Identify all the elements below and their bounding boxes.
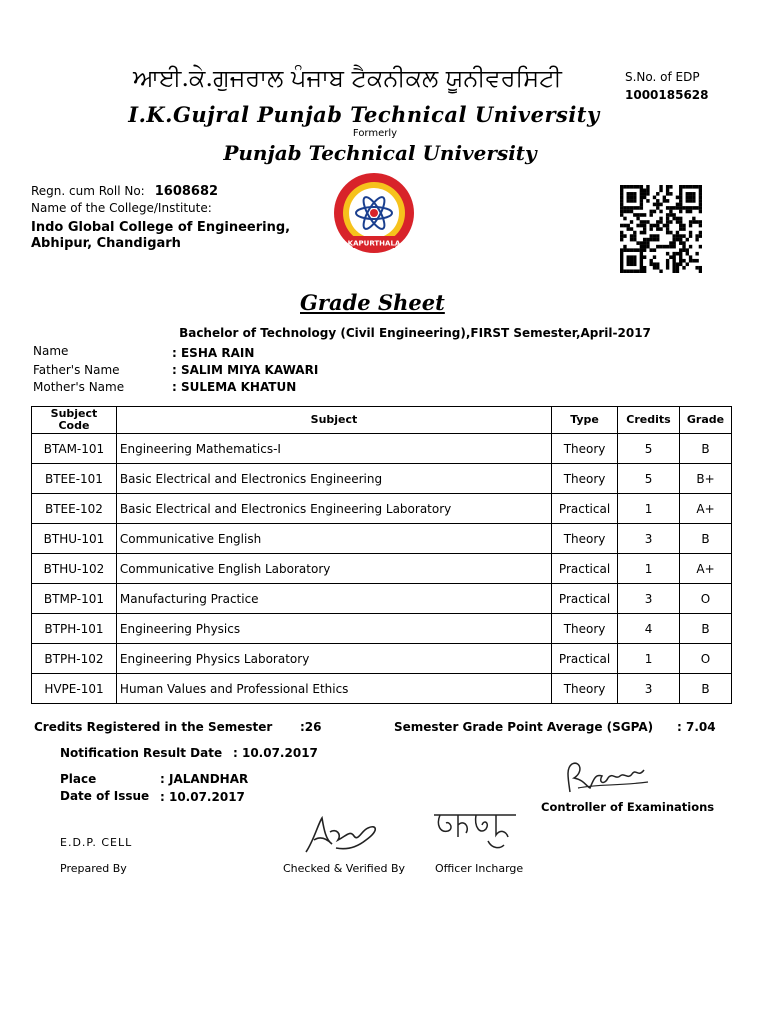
cell-type: Practical bbox=[552, 494, 618, 524]
sno-value: 1000185628 bbox=[625, 88, 709, 102]
college-line-2: Abhipur, Chandigarh bbox=[31, 236, 181, 251]
university-name: I.K.Gujral Punjab Technical University bbox=[128, 102, 600, 127]
cell-subject: Manufacturing Practice bbox=[116, 584, 551, 614]
cell-type: Practical bbox=[552, 644, 618, 674]
notification-value: : 10.07.2017 bbox=[233, 746, 318, 760]
cell-subject: Communicative English Laboratory bbox=[116, 554, 551, 584]
header-subject: Subject bbox=[116, 407, 551, 434]
cell-type: Practical bbox=[552, 554, 618, 584]
regn-row bbox=[31, 184, 218, 199]
cell-type: Theory bbox=[552, 614, 618, 644]
controller-label: Controller of Examinations bbox=[541, 800, 715, 814]
cell-credits: 4 bbox=[618, 614, 680, 644]
cell-credits: 1 bbox=[618, 554, 680, 584]
cell-code: BTHU-102 bbox=[32, 554, 117, 584]
cell-credits: 5 bbox=[618, 434, 680, 464]
cell-grade: B+ bbox=[680, 464, 732, 494]
name-label: Name bbox=[33, 344, 69, 358]
table-row bbox=[32, 494, 732, 524]
qr-code-icon bbox=[620, 185, 702, 273]
cell-code: BTPH-101 bbox=[32, 614, 117, 644]
table-row bbox=[32, 524, 732, 554]
cell-code: BTMP-101 bbox=[32, 584, 117, 614]
cell-type: Theory bbox=[552, 434, 618, 464]
credits-registered-label: Credits Registered in the Semester bbox=[34, 720, 273, 734]
regn-label: Regn. cum Roll No: bbox=[31, 184, 145, 198]
table-row bbox=[32, 584, 732, 614]
mother-label: Mother's Name bbox=[33, 380, 125, 394]
name-value: : ESHA RAIN bbox=[172, 346, 255, 360]
cell-type: Practical bbox=[552, 584, 618, 614]
checked-by-signature-icon bbox=[296, 810, 386, 860]
cell-grade: O bbox=[680, 584, 732, 614]
cell-code: BTEE-102 bbox=[32, 494, 117, 524]
cell-type: Theory bbox=[552, 524, 618, 554]
formerly-label: Formerly bbox=[352, 128, 398, 139]
logo-text: KAPURTHALA bbox=[347, 239, 401, 248]
cell-subject: Human Values and Professional Ethics bbox=[116, 674, 551, 704]
cell-grade: B bbox=[680, 614, 732, 644]
place-value: : JALANDHAR bbox=[160, 772, 249, 786]
issue-label: Date of Issue bbox=[60, 789, 150, 803]
cell-type: Theory bbox=[552, 674, 618, 704]
officer-signature-icon bbox=[430, 805, 520, 855]
sgpa-value: : 7.04 bbox=[677, 720, 716, 734]
sgpa-label: Semester Grade Point Average (SGPA) bbox=[394, 720, 654, 734]
cell-subject: Engineering Physics bbox=[116, 614, 551, 644]
cell-credits: 3 bbox=[618, 524, 680, 554]
cell-credits: 5 bbox=[618, 464, 680, 494]
sno-label: S.No. of EDP bbox=[625, 70, 700, 84]
cell-grade: B bbox=[680, 434, 732, 464]
grades-table bbox=[31, 406, 732, 704]
cell-credits: 3 bbox=[618, 674, 680, 704]
cell-code: BTHU-101 bbox=[32, 524, 117, 554]
header-subject-code: Subject Code bbox=[32, 407, 117, 434]
cell-subject: Engineering Mathematics-I bbox=[116, 434, 551, 464]
prepared-by-label: Prepared By bbox=[60, 862, 127, 875]
cell-type: Theory bbox=[552, 464, 618, 494]
university-name-punjabi: ਆਈ.ਕੇ.ਗੁਜਰਾਲ ਪੰਜਾਬ ਟੈਕਨੀਕਲ ਯੂਨੀਵਰਸਿਟੀ bbox=[133, 64, 562, 92]
table-header-row bbox=[32, 407, 732, 434]
cell-code: BTEE-101 bbox=[32, 464, 117, 494]
college-label: Name of the College/Institute: bbox=[31, 201, 212, 215]
edp-cell-label: E.D.P. CELL bbox=[60, 836, 133, 849]
table-row bbox=[32, 434, 732, 464]
cell-code: BTAM-101 bbox=[32, 434, 117, 464]
cell-grade: A+ bbox=[680, 554, 732, 584]
table-row bbox=[32, 464, 732, 494]
cell-grade: B bbox=[680, 524, 732, 554]
cell-credits: 3 bbox=[618, 584, 680, 614]
notification-label: Notification Result Date bbox=[60, 746, 223, 760]
cell-grade: B bbox=[680, 674, 732, 704]
cell-subject: Communicative English bbox=[116, 524, 551, 554]
former-university-name: Punjab Technical University bbox=[223, 141, 537, 165]
regn-value: 1608682 bbox=[154, 184, 219, 199]
cell-grade: O bbox=[680, 644, 732, 674]
checked-by-label: Checked & Verified By bbox=[283, 862, 406, 875]
table-row bbox=[32, 644, 732, 674]
university-logo-icon bbox=[331, 170, 417, 256]
header-grade: Grade bbox=[680, 407, 732, 434]
cell-grade: A+ bbox=[680, 494, 732, 524]
cell-credits: 1 bbox=[618, 494, 680, 524]
cell-code: HVPE-101 bbox=[32, 674, 117, 704]
table-row bbox=[32, 674, 732, 704]
table-row bbox=[32, 554, 732, 584]
programme-title: Bachelor of Technology (Civil Engineering),FIRST Semester,April-2017 bbox=[179, 326, 651, 340]
credits-registered-value: :26 bbox=[300, 720, 322, 734]
officer-label: Officer Incharge bbox=[435, 862, 524, 875]
place-label: Place bbox=[60, 772, 97, 786]
cell-subject: Basic Electrical and Electronics Engineering Laboratory bbox=[116, 494, 551, 524]
header-credits: Credits bbox=[618, 407, 680, 434]
cell-credits: 1 bbox=[618, 644, 680, 674]
header-type: Type bbox=[552, 407, 618, 434]
father-label: Father's Name bbox=[33, 363, 120, 377]
controller-signature-icon bbox=[558, 758, 658, 798]
cell-subject: Basic Electrical and Electronics Engineering bbox=[116, 464, 551, 494]
table-row bbox=[32, 614, 732, 644]
college-line-1: Indo Global College of Engineering, bbox=[31, 220, 291, 235]
father-value: : SALIM MIYA KAWARI bbox=[172, 363, 319, 377]
cell-subject: Engineering Physics Laboratory bbox=[116, 644, 551, 674]
college-name bbox=[31, 220, 301, 252]
cell-code: BTPH-102 bbox=[32, 644, 117, 674]
mother-value: : SULEMA KHATUN bbox=[172, 380, 297, 394]
issue-value: : 10.07.2017 bbox=[160, 790, 245, 804]
grade-sheet-title: Grade Sheet bbox=[300, 290, 445, 315]
